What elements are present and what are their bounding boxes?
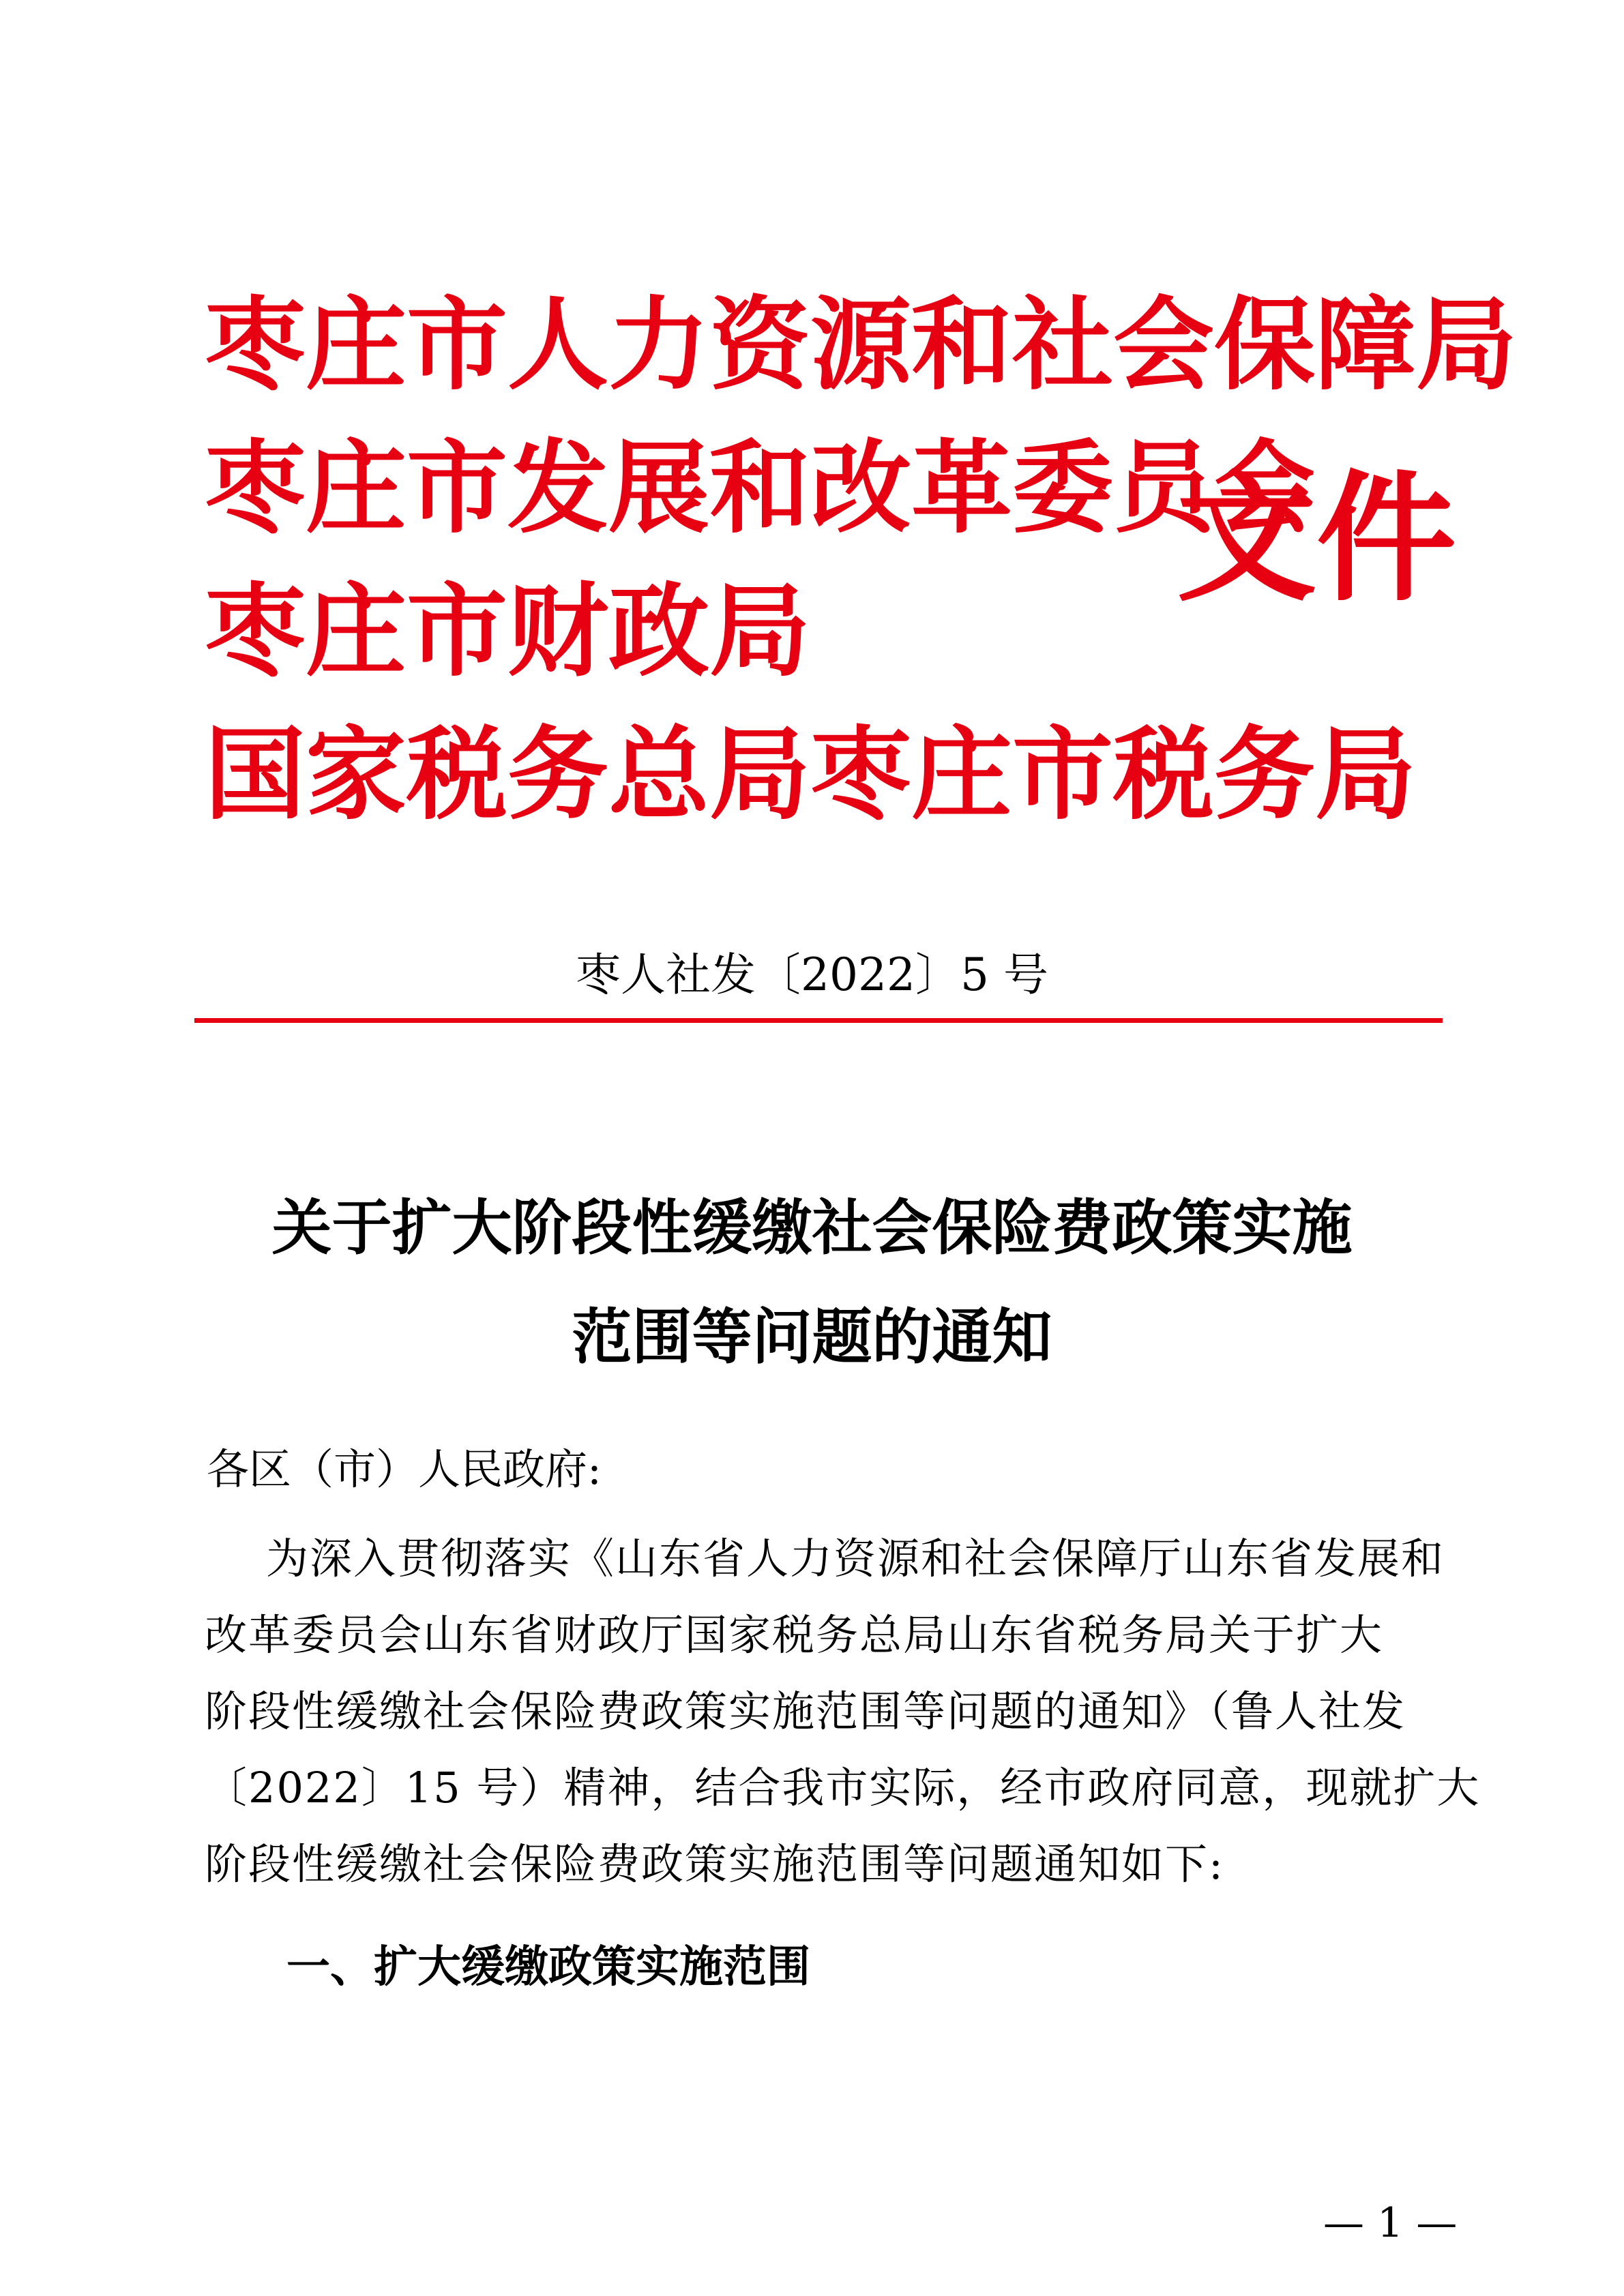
section-heading-1: 一、扩大缓缴政策实施范围 [286, 1942, 810, 1993]
page-number: — 1 — [1323, 2199, 1458, 2247]
title-line-2: 范围等问题的通知 [572, 1301, 1052, 1372]
notice-title [0, 1187, 1624, 1377]
body-line: 〔2022〕15 号）精神，结合我市实际，经市政府同意，现就扩大 [205, 1763, 1481, 1813]
salutation: 各区（市）人民政府: [207, 1444, 602, 1494]
body-line: 阶段性缓缴社会保险费政策实施范围等问题的通知》（鲁人社发 [205, 1686, 1406, 1736]
body-line: 改革委员会山东省财政厅国家税务总局山东省税务局关于扩大 [205, 1610, 1384, 1660]
issuer-3-char: 政 [608, 571, 709, 690]
issuer-4: 国家税务总局枣庄市税务局 [205, 715, 1416, 833]
issuer-3-char: 局 [709, 571, 810, 690]
issuer-1: 枣庄市人力资源和社会保障局 [205, 285, 1517, 404]
title-line-1: 关于扩大阶段性缓缴社会保险费政策实施 [271, 1192, 1353, 1263]
issuer-3 [205, 571, 1173, 690]
red-divider-line [194, 1018, 1443, 1023]
issuer-3-char: 枣 [205, 571, 306, 690]
body-line: 为深入贯彻落实《山东省人力资源和社会保障厅山东省发展和 [266, 1534, 1445, 1583]
issuer-3-char: 市 [407, 571, 507, 690]
document-number: 枣人社发〔2022〕5 号 [576, 949, 1048, 1001]
issuer-3-char: 财 [507, 571, 608, 690]
issuer-2: 枣庄市发展和改革委员会 [205, 428, 1315, 547]
document-label: 文件 [1177, 457, 1456, 621]
body-line: 阶段性缓缴社会保险费政策实施范围等问题通知如下: [205, 1839, 1224, 1889]
issuer-3-char: 庄 [306, 571, 407, 690]
body-paragraph [205, 1521, 1481, 1903]
